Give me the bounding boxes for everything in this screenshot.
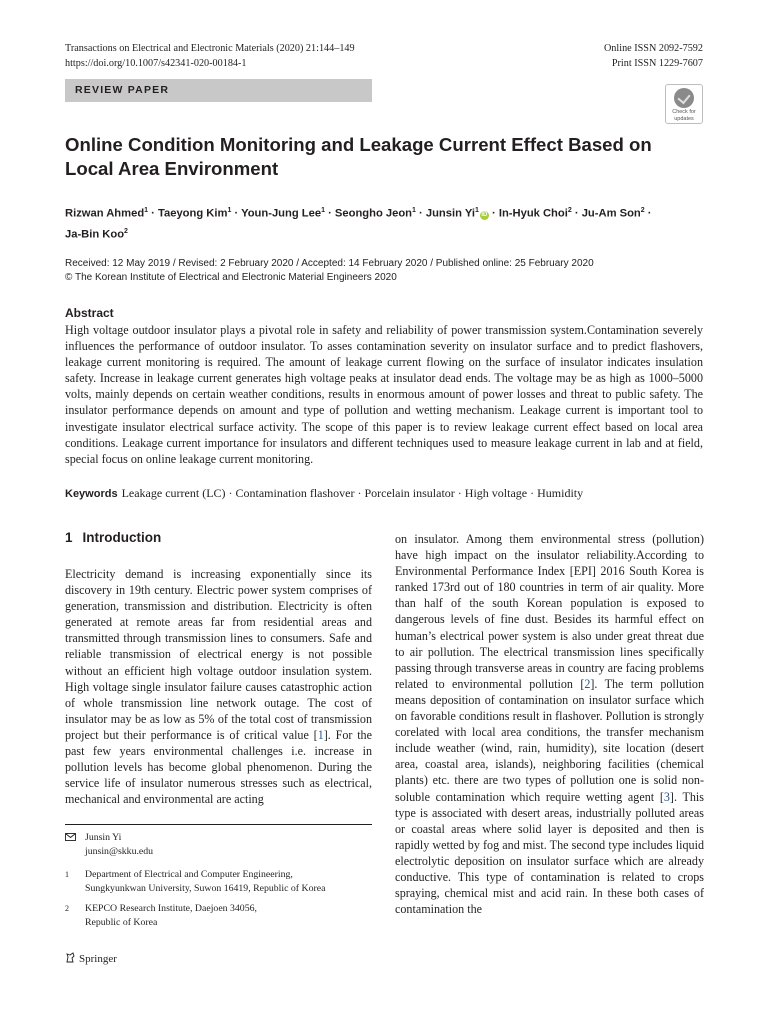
publication-dates	[65, 257, 705, 285]
affiliation-line: Republic of Korea	[85, 916, 158, 928]
citation-link[interactable]: 2	[584, 676, 591, 691]
body-text: ]. This type is associated with desert areas, industrially polluted areas or coastal areas where solid layer is deposited and then is rapidly wetted by fog and mist. The second type includes liquid electrolytic deposition on insulator surface which are already conductive. This type of contamination is related to crops spraying, chemical mist and acid rain. In these both cases of contamination the	[395, 789, 704, 917]
affiliation-line: Sungkyunkwan University, Suwon 16419, Republic of Korea	[85, 882, 326, 894]
envelope-icon	[65, 833, 76, 841]
running-header-right	[604, 41, 703, 71]
author-list: Rizwan Ahmed$^1$ · Taeyong Kim$^1$ · Youn-Jung Lee$^1$ · Seongho Jeon$^1$ · Junsin $Yi^1iD$ · In-Hyuk Choi$^2$ · Ju-Am Son$^2$ · Ja-Bin Koo$^2$	[65, 207, 652, 241]
body-column-left	[65, 566, 372, 807]
doi-link[interactable]: https://doi.org/10.1007/s42341-020-00184-1	[65, 58, 247, 69]
corresponding-name: Junsin Yi	[85, 832, 122, 843]
section-heading	[65, 530, 161, 545]
author-affiliation-mark: 1	[227, 207, 232, 214]
running-header-left	[65, 41, 355, 71]
online-issn: Online ISSN 2092-7592	[603, 43, 703, 54]
article-title: Online Condition Monitoring and Leakage Current Effect Based on Local Area Environment	[65, 134, 652, 179]
check-updates-line2: updates	[674, 116, 694, 122]
body-text: on insulator. Among them environmental stress (pollution) have high impact on the insulator reliability.According to Environmental Performance Index [EPI] 2016 South Korea is ranked 173rd out of 180 countries in term of air quality. More than half of the south Korean population is exposed to dangerous levels of fine dust. Besides its harmful effect on human’s electrical power system is also under great threat due to air pollution. The electrical transmission lines specifically passing through transverse areas in country are facing problems related to environmental pollution [	[395, 532, 704, 691]
publisher-name: Springer	[79, 953, 117, 965]
author-affiliation-mark: 2	[124, 227, 128, 235]
author-name: Taeyong Kim	[158, 207, 228, 220]
author-affiliation-mark: 2	[567, 207, 572, 214]
author-affiliation-mark: 2	[640, 207, 645, 214]
body-text: ]. For the past few years environmental challenges i.e. increase in pollution levels has become global phenomenon. During the service life of insulator numerous stresses such as electrical, mechanical and environmental are acting	[65, 727, 372, 807]
check-updates-icon	[674, 88, 694, 108]
body-text: Electricity demand is increasing exponentially since its discovery in 19th century. Electric power system comprises of generation, transmission and distribution. Electricity is often generated at remote areas far from residential areas and transmitted through transmission lines to consumers. Safe and reliable transmission of electrical energy is not possible without an efficient high voltage outdoor insulation system. High voltage single insulator failure causes catastrophic action of whole transmission line network outage. The cost of insulator may be as low as 5% of the total cost of transmission project but their performance is of critical value [	[65, 567, 372, 742]
author-name: Junsin Yi	[425, 207, 475, 220]
corresponding-email[interactable]: junsin@skku.edu	[85, 845, 154, 857]
author-name: In-Hyuk Choi	[498, 207, 568, 220]
affiliation-note-2	[65, 902, 372, 929]
abstract-text: High voltage outdoor insulator plays a pivotal role in safety and reliability of power transmission system.Contamination severely influences the performance of outdoor insulator. To asses contamination severity on insulator surface and to predict flashovers, leakage current monitoring is required. The amount of leakage current flowing on the surface of insulator indicates insulation safety. Increase in leakage current generates high voltage peaks at insulator dead ends. The voltage may be as high as 1000–5000 volts, mainly depends on certain weather conditions, results in enormous amount of power losses and threat to public safety. The insulator performance depends on amount and type of pollution and wetting mechanism. Leakage current is important tool to investigate insulator electrical surface activity. The scope of this paper is to review leakage current effect based on local area conditions. Leakage current importance for insulators and different techniques used to measure leakage current in lab and at field, special focus on online leakage current monitoring.	[65, 323, 703, 466]
author-name: Youn-Jung Lee	[241, 207, 322, 220]
orcid-icon[interactable]: iD	[481, 211, 488, 218]
author-name: Ju-Am Son	[581, 207, 641, 220]
springer-horse-icon	[65, 952, 76, 963]
body-column-right	[395, 531, 704, 917]
check-updates-line1: Check for	[672, 109, 696, 115]
print-issn: Print ISSN 1229-7607	[611, 58, 703, 69]
affiliation-line: KEPCO Research Institute, Daejoen 34056,	[85, 903, 257, 914]
affiliation-mark: 1	[65, 870, 69, 879]
affiliation-line: Department of Electrical and Computer Engineering,	[85, 869, 293, 880]
author-affiliation-mark: 1	[412, 207, 416, 214]
body-text: ]. The term pollution means deposition of contamination on insulator surface which on favorable conditions result in flashover. Pollution is strongly corelated with local area conditions, the transfer mechanism include weather (wind, rain, humidity), site location (desert area, coastal area, islands), neighboring facilities (chemical plants) etc. there are two types of pollution one is solid non-soluble contamination which require wetting agent [	[395, 676, 704, 804]
affiliation-note-1	[65, 868, 372, 895]
section-number: 1	[65, 530, 73, 545]
check-for-updates-badge[interactable]	[665, 84, 703, 124]
abstract-heading: Abstract	[65, 306, 114, 320]
affiliation-mark: 2	[65, 904, 69, 913]
corresponding-author-note	[65, 831, 372, 858]
keywords-list: Leakage current (LC) · Contamination flashover · Porcelain insulator · High voltage · Humidity	[121, 486, 584, 500]
citation-link[interactable]: 3	[663, 789, 670, 804]
publisher-footer	[65, 952, 117, 965]
article-type-bar	[65, 79, 372, 102]
journal-citation: Transactions on Electrical and Electronic Materials (2020) 21:144–149	[65, 43, 355, 54]
keywords-label: Keywords	[65, 488, 118, 500]
copyright-line: © The Korean Institute of Electrical and Electronic Material Engineers 2020	[65, 272, 397, 283]
author-affiliation-mark: 1	[321, 207, 325, 214]
history-line: Received: 12 May 2019 / Revised: 2 February 2020 / Accepted: 14 February 2020 / Published online: 25 February 2020	[65, 258, 594, 269]
author-affiliation-mark: 1	[144, 207, 149, 214]
author-affiliation-mark: 1	[474, 207, 479, 214]
author-name: Rizwan Ahmed	[65, 207, 145, 220]
article-type-label: REVIEW PAPER	[75, 84, 170, 96]
author-name: Seongho Jeon	[334, 207, 412, 220]
citation-link[interactable]: 1	[317, 727, 324, 742]
section-title: Introduction	[82, 530, 162, 545]
footnote-divider	[65, 824, 372, 825]
keywords	[65, 485, 705, 502]
author-name: Ja-Bin Koo	[65, 228, 125, 241]
